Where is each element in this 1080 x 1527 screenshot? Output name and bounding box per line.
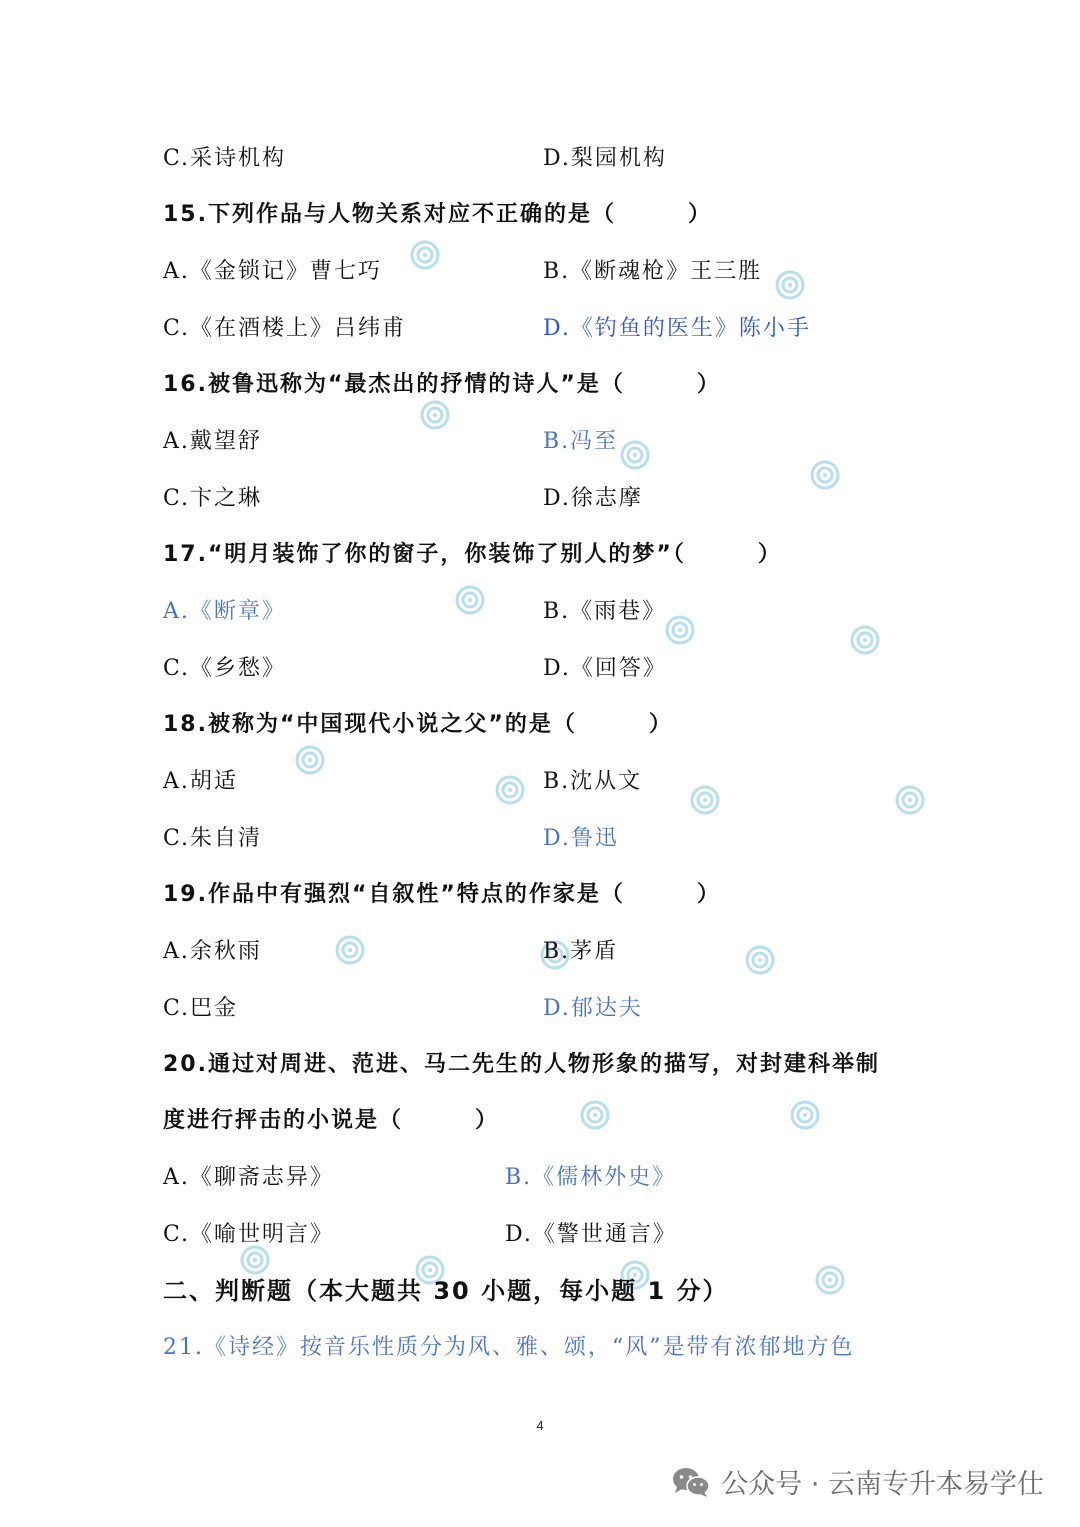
watermark-logo-icon: [495, 775, 525, 805]
watermark-logo-icon: [850, 625, 880, 655]
watermark-logo-icon: [665, 615, 695, 645]
q18-option-c: C.朱自清: [163, 826, 263, 851]
q14-option-c: C.采诗机构: [163, 146, 287, 171]
q17-option-a: A.《断章》: [163, 599, 286, 624]
q20-option-d: D.《警世通言》: [505, 1222, 677, 1247]
q16-option-d: D.徐志摩: [543, 486, 643, 511]
watermark-logo-icon: [775, 270, 805, 300]
q17-option-d: D.《回答》: [543, 656, 667, 681]
q15-option-d: D.《钓鱼的医生》陈小手: [543, 316, 811, 341]
q18-option-d: D.鲁迅: [543, 826, 619, 851]
q19-option-c: C.巴金: [163, 996, 239, 1021]
q15-option-b: B.《断魂枪》王三胜: [543, 259, 763, 284]
q18-stem: 18.被称为“中国现代小说之父”的是（ ）: [163, 712, 673, 737]
watermark-logo-icon: [745, 945, 775, 975]
watermark-logo-icon: [580, 1100, 610, 1130]
watermark-logo-icon: [810, 460, 840, 490]
q19-stem: 19.作品中有强烈“自叙性”特点的作家是（ ）: [163, 882, 721, 907]
section-heading: 二、判断题（本大题共 30 小题，每小题 1 分）: [163, 1277, 729, 1305]
q19-option-b: B.茅盾: [543, 939, 619, 964]
q18-option-b: B.沈从文: [543, 769, 643, 794]
q15-stem: 15.下列作品与人物关系对应不正确的是（ ）: [163, 202, 712, 227]
q17-stem: 17.“明月装饰了你的窗子，你装饰了别人的梦”（ ）: [163, 542, 782, 567]
q20-stem-line2: 度进行抨击的小说是（ ）: [163, 1108, 500, 1133]
watermark-logo-icon: [455, 585, 485, 615]
q19-option-d: D.郁达夫: [543, 996, 643, 1021]
wechat-icon: [671, 1465, 711, 1499]
watermark-logo-icon: [815, 1265, 845, 1295]
footer-text: 公众号 · 云南专升本易学仕: [721, 1469, 1044, 1500]
q20-option-b: B.《儒林外史》: [505, 1165, 677, 1190]
q16-option-c: C.卞之琳: [163, 486, 263, 511]
q18-option-a: A.胡适: [163, 769, 238, 794]
q14-option-d: D.梨园机构: [543, 146, 667, 171]
watermark-logo-icon: [420, 400, 450, 430]
q16-stem: 16.被鲁迅称为“最杰出的抒情的诗人”是（ ）: [163, 372, 721, 397]
watermark-logo-icon: [790, 1100, 820, 1130]
watermark-logo-icon: [410, 240, 440, 270]
q19-option-a: A.余秋雨: [163, 939, 262, 964]
watermark-logo-icon: [895, 785, 925, 815]
q16-option-a: A.戴望舒: [163, 429, 262, 454]
watermark-logo-icon: [690, 785, 720, 815]
footer: [671, 1462, 1044, 1501]
q21-stem: 21.《诗经》按音乐性质分为风、雅、颂，“风”是带有浓郁地方色: [163, 1335, 855, 1360]
page-number: 4: [536, 1418, 544, 1433]
watermark-logo-icon: [295, 745, 325, 775]
q20-option-a: A.《聊斋志异》: [163, 1165, 334, 1190]
watermark-logo-icon: [620, 440, 650, 470]
q15-option-c: C.《在酒楼上》吕纬甫: [163, 316, 407, 341]
q20-option-c: C.《喻世明言》: [163, 1222, 335, 1247]
watermark-logo-icon: [335, 935, 365, 965]
q17-option-c: C.《乡愁》: [163, 656, 287, 681]
q20-stem-line1: 20.通过对周进、范进、马二先生的人物形象的描写，对封建科举制: [163, 1052, 880, 1077]
q16-option-b: B.冯至: [543, 429, 619, 454]
q15-option-a: A.《金锁记》曹七巧: [163, 259, 382, 284]
q17-option-b: B.《雨巷》: [543, 599, 667, 624]
